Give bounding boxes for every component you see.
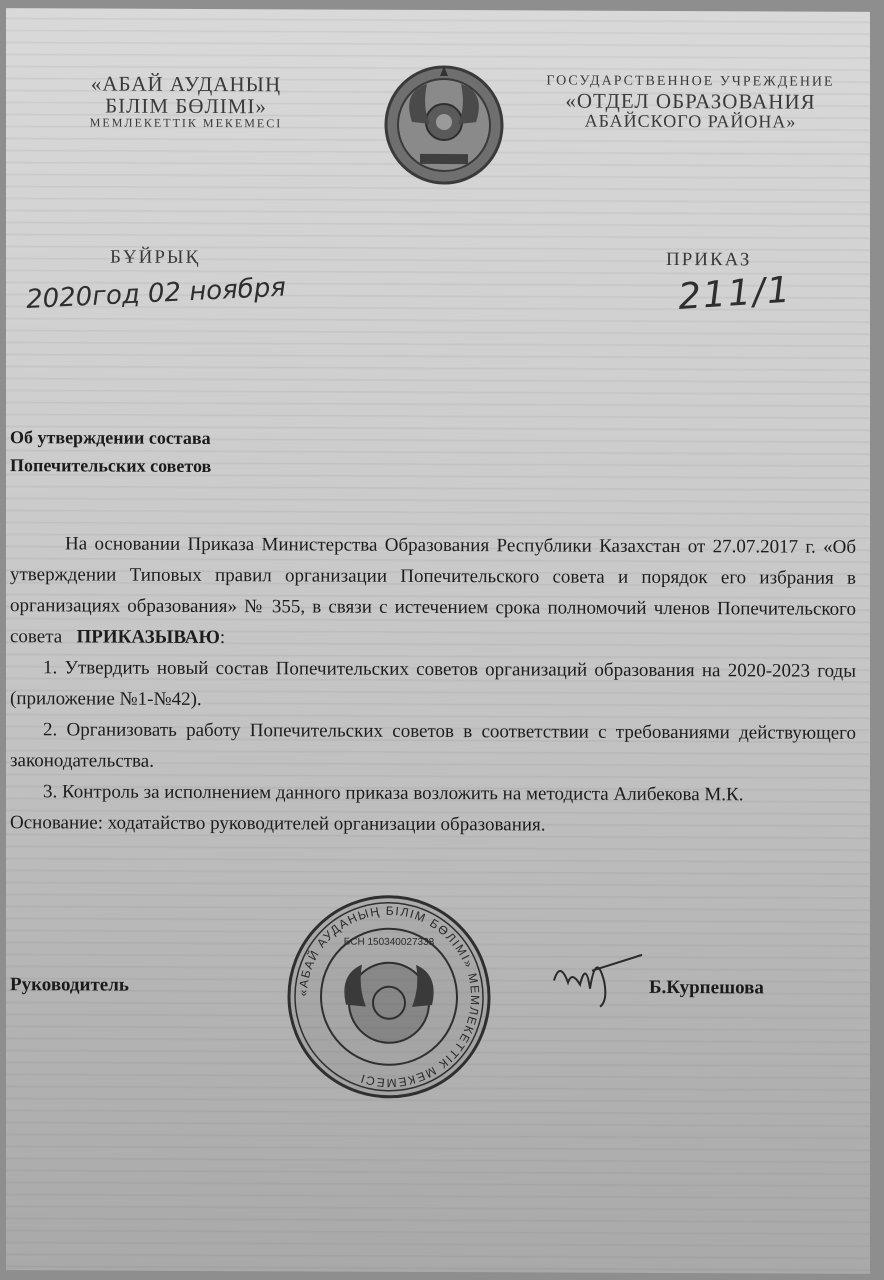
header-left-line1: «АБАЙ АУДАНЫҢ bbox=[90, 71, 282, 97]
handwritten-signature-icon bbox=[546, 940, 646, 1010]
intro-end: : bbox=[219, 627, 226, 649]
handwritten-date: 2020год 02 ноября bbox=[25, 272, 287, 315]
svg-text:БСН 150340027338: БСН 150340027338 bbox=[343, 936, 435, 948]
item-2: 2. Организовать работу Попечительских советов в соответствии с требованиями действующего законодательства. bbox=[10, 719, 856, 772]
signatory-name: Б.Курпешова bbox=[649, 976, 764, 999]
item-3: 3. Контроль за исполнением данного приказа возложить на методиста Алибекова М.К. bbox=[43, 781, 744, 806]
item-1: 1. Утвердить новый состав Попечительских советов организаций образования на 2020-2023 годы (приложение №1-№42). bbox=[10, 657, 856, 710]
signatory-position: Руководитель bbox=[10, 974, 129, 996]
header-left-line3: МЕМЛЕКЕТТІК МЕКЕМЕСІ bbox=[89, 115, 283, 131]
handwritten-number: 211/1 bbox=[676, 269, 794, 318]
header-kazakh bbox=[46, 72, 326, 130]
order-title-line1: Об утверждении состава bbox=[10, 427, 211, 449]
header-russian bbox=[518, 74, 863, 131]
header-right-line1: ГОСУДАРСТВЕННОЕ УЧРЕЖДЕНИЕ bbox=[546, 73, 835, 90]
doc-type-kazakh: БҰЙРЫҚ bbox=[110, 246, 201, 268]
header-right-line2: «ОТДЕЛ ОБРАЗОВАНИЯ bbox=[565, 88, 816, 114]
order-title-line2: Попечительских советов bbox=[10, 455, 212, 477]
basis-line: Основание: ходатайство руководителей организации образования. bbox=[10, 812, 546, 836]
order-body bbox=[10, 528, 856, 842]
header-left-line2: БІЛІМ БӨЛІМІ» bbox=[105, 93, 267, 119]
svg-text:«АБАЙ АУДАНЫҢ БІЛІМ БӨЛІМІ» МЕ: «АБАЙ АУДАНЫҢ БІЛІМ БӨЛІМІ» МЕМЛЕКЕТТІК МЕКЕМЕСІ bbox=[295, 903, 483, 1090]
intro-paragraph bbox=[10, 528, 856, 656]
order-title bbox=[10, 423, 211, 480]
intro-text: На основании Приказа Министерства Образования Республики Казахстан от 27.07.2017 г. «Об утверждении Типовых правил организации Попечительского совета и порядок его избрания в организациях образования» № 355, в связи с истечением срока полномочий членов Попечительского совета bbox=[10, 533, 856, 648]
kazakhstan-emblem-icon bbox=[382, 62, 506, 189]
document-page bbox=[6, 8, 870, 1274]
header-right-line3: АБАЙСКОГО РАЙОНА» bbox=[584, 110, 797, 132]
official-stamp-icon bbox=[284, 894, 494, 1100]
order-word: ПРИКАЗЫВАЮ bbox=[76, 626, 220, 649]
doc-type-russian: ПРИКАЗ bbox=[666, 248, 752, 271]
